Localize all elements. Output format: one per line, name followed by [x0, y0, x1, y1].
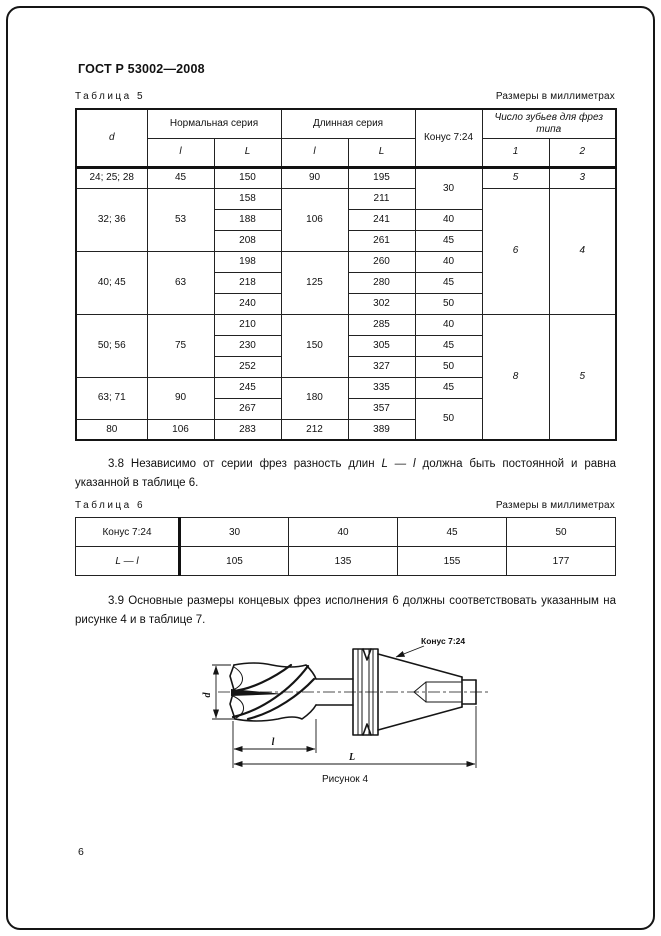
table-cell: 30 — [415, 167, 482, 209]
table-cell: 63; 71 — [76, 377, 147, 419]
col-header-d: d — [76, 109, 147, 167]
table-cell: 50 — [507, 518, 616, 547]
table-cell: 327 — [348, 356, 415, 377]
col-header-type1: 1 — [482, 138, 549, 167]
table-cell: 40 — [289, 518, 398, 547]
table-cell: 302 — [348, 293, 415, 314]
col-header-normal-series: Нормальная серия — [147, 109, 281, 138]
table-row — [76, 314, 616, 335]
table-cell: 24; 25; 28 — [76, 167, 147, 188]
table-cell: 252 — [214, 356, 281, 377]
table-cell: 267 — [214, 398, 281, 419]
table5-caption-row — [75, 91, 615, 102]
table-header-row — [76, 138, 616, 167]
figure-4-drawing — [188, 634, 502, 774]
cone-label: Конус 7:24 — [421, 636, 466, 646]
col-header-l: l — [281, 138, 348, 167]
cone-top — [378, 654, 462, 677]
table-cell: 210 — [214, 314, 281, 335]
table6-caption-row — [75, 500, 615, 511]
paragraph-3-8-text: 3.8 Независимо от серии фрез разность длин — [108, 458, 382, 470]
table-cell: 150 — [214, 167, 281, 188]
table-row — [76, 518, 616, 547]
flange-groove-top — [363, 649, 371, 660]
table-cell: 208 — [214, 230, 281, 251]
dim-d-label: d — [202, 692, 213, 698]
table-cell: 63 — [147, 251, 214, 314]
dim-L-label: L — [348, 752, 356, 763]
table-cell: 40 — [415, 314, 482, 335]
table-cell: 8 — [482, 314, 549, 440]
col-header-L: L — [214, 138, 281, 167]
table-cell: 135 — [289, 547, 398, 576]
table-cell: 80 — [76, 419, 147, 440]
table5-caption: Таблица 5 — [75, 91, 146, 102]
col-header-long-series: Длинная серия — [281, 109, 415, 138]
table-row — [76, 188, 616, 209]
table-cell: 50; 56 — [76, 314, 147, 377]
paragraph-3-8-text-end: должна быть постоянной и равна указанной в таблице 6. — [75, 458, 616, 489]
flute-curve — [232, 665, 291, 691]
table-cell: 389 — [348, 419, 415, 440]
table-cell: 195 — [348, 167, 415, 188]
table-row — [76, 547, 616, 576]
table6-caption: Таблица 6 — [75, 500, 146, 511]
table-cell: 75 — [147, 314, 214, 377]
table-cell: 6 — [482, 188, 549, 314]
dimension-L — [234, 706, 476, 768]
table-cell: 158 — [214, 188, 281, 209]
table-cell: 212 — [281, 419, 348, 440]
table5-units: Размеры в миллиметрах — [495, 91, 615, 102]
cutting-edge-wedge — [231, 689, 284, 696]
paragraph-3-8 — [75, 455, 616, 493]
table-cell: 285 — [348, 314, 415, 335]
table-cell: 32; 36 — [76, 188, 147, 251]
table-cell: 150 — [281, 314, 348, 377]
formula-L-minus-l: L — l — [381, 458, 416, 470]
table-cell: 4 — [549, 188, 616, 314]
table-cell: 283 — [214, 419, 281, 440]
page-number: 6 — [78, 846, 84, 858]
table-cell: 155 — [398, 547, 507, 576]
table-cell: 188 — [214, 209, 281, 230]
table-cell: 50 — [415, 356, 482, 377]
table-cell: 106 — [281, 188, 348, 251]
table-cell: 105 — [180, 547, 289, 576]
table-cell: 5 — [482, 167, 549, 188]
table-cell: 45 — [415, 272, 482, 293]
table-cell: 260 — [348, 251, 415, 272]
table-cell: 45 — [415, 377, 482, 398]
table-cell: 177 — [507, 547, 616, 576]
table-cell: 90 — [147, 377, 214, 419]
table-cell: L — l — [76, 547, 180, 576]
col-header-cone: Конус 7:24 — [415, 109, 482, 167]
dimensions-table-5 — [75, 108, 617, 441]
table-cell: 50 — [415, 398, 482, 440]
doc-number-heading: ГОСТ Р 53002—2008 — [78, 62, 205, 76]
table-cell: 230 — [214, 335, 281, 356]
table-cell: 30 — [180, 518, 289, 547]
table-cell: 357 — [348, 398, 415, 419]
table-cell: 5 — [549, 314, 616, 440]
table-cell: 45 — [147, 167, 214, 188]
cone-leader-arrow — [396, 646, 424, 657]
table-cell: 45 — [415, 335, 482, 356]
table-cell: 280 — [348, 272, 415, 293]
table-cell: 106 — [147, 419, 214, 440]
table-cell: 335 — [348, 377, 415, 398]
table-cell: 241 — [348, 209, 415, 230]
table-cell: 180 — [281, 377, 348, 419]
table-cell: 245 — [214, 377, 281, 398]
table-cell: 125 — [281, 251, 348, 314]
table-cell: 45 — [415, 230, 482, 251]
table-cell: 211 — [348, 188, 415, 209]
figure-4-caption: Рисунок 4 — [321, 774, 369, 785]
table-cell: 198 — [214, 251, 281, 272]
table-cell: 45 — [398, 518, 507, 547]
table-cell: 40 — [415, 251, 482, 272]
table-cell: 40; 45 — [76, 251, 147, 314]
col-header-L: L — [348, 138, 415, 167]
table-row — [76, 167, 616, 188]
cutter-end-arc — [233, 667, 243, 690]
table-cell: 305 — [348, 335, 415, 356]
col-header-teeth-count: Число зубьев для фрез типа — [482, 109, 616, 138]
table-cell: 218 — [214, 272, 281, 293]
table6-units: Размеры в миллиметрах — [495, 500, 615, 511]
table-header-row — [76, 109, 616, 138]
length-difference-table-6 — [75, 517, 616, 576]
table-cell: 3 — [549, 167, 616, 188]
table-cell: 90 — [281, 167, 348, 188]
cone-bottom — [378, 707, 462, 730]
table-cell: 240 — [214, 293, 281, 314]
table-cell: 53 — [147, 188, 214, 251]
flange-groove-bottom — [363, 724, 371, 735]
paragraph-3-9: 3.9 Основные размеры концевых фрез исполнения 6 должны соответствовать указанным на рисунке 4 и в таблице 7. — [75, 595, 616, 626]
dimension-l — [233, 719, 316, 768]
col-header-l: l — [147, 138, 214, 167]
table-cell: 261 — [348, 230, 415, 251]
col-header-type2: 2 — [549, 138, 616, 167]
table-cell: 40 — [415, 209, 482, 230]
table-cell: Конус 7:24 — [76, 518, 180, 547]
dim-l-label: l — [271, 737, 275, 748]
table-cell: 50 — [415, 293, 482, 314]
